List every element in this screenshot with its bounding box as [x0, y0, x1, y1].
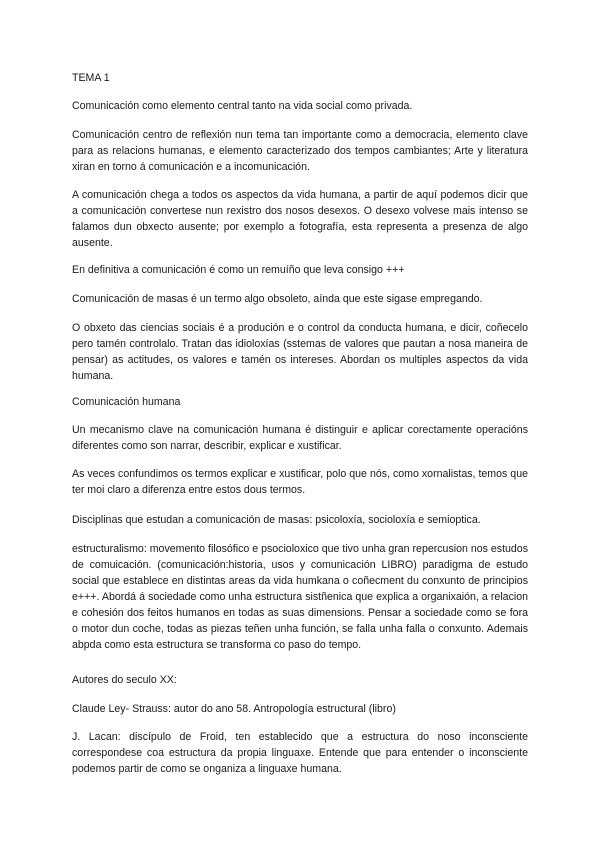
- paragraph-2: Comunicación centro de reflexión nun tema tan importante como a democracia, elemento clave para as relacions humanas, e elemento caracterizado dos tempos cambiantes; Arte y literatura xiran en torno á comunicación e a incomunicación.: [72, 129, 528, 173]
- paragraph-11: Claude Ley- Strauss: autor do ano 58. Antropología estructural (libro): [72, 703, 396, 715]
- paragraph-4: En definitiva a comunicación é como un remuíño que leva consigo +++: [72, 264, 405, 276]
- paragraph-5: Comunicación de masas é un termo algo obsoleto, aínda que este sigase empregando.: [72, 293, 483, 305]
- section-heading-comunicacion-humana: Comunicación humana: [72, 396, 181, 408]
- paragraph-3: A comunicación chega a todos os aspectos da vida humana, a partir de aquí podemos dicir que a comunicación convertese nun rexistro dos nosos desexos. O desexo volvese mais intenso se falamos dun obxecto ausente; por exemplo a fotografía, esta representa a presenza de algo ausente.: [72, 189, 528, 249]
- paragraph-7: Un mecanismo clave na comunicación humana é distinguir e aplicar corectamente operacións diferentes como son narrar, describir, explicar e xustificar.: [72, 424, 528, 452]
- paragraph-6: O obxeto das ciencias sociais é a produción e o control da conducta humana, e dicir, coñecelo pero tamén controlalo. Tratan das idioloxías (sstemas de valores que pautan a nosa maneira de pensar) as actitudes, os valores e tamén os intereses. Abordan os multiples aspectos da vida humana.: [72, 322, 528, 382]
- paragraph-10: estructuralismo: movemento filosófico e psocioloxico que tivo unha gran repercusion nos estudos de comuicación. (comunicación:historia, usos y comunicación LIBRO) paradigma de estudo social que establece en distintas areas da vida humkana o coñecment du conxunto de principios e+++. Abordá á sociedade como unha estructura sistñenica que explica a organixaión, a relacion e cohesión dos feitos humanos en todas as suas dimensions. Pensar a sociedade como se fora o motor dun coche, todas as piezas teñen unha función, se falla unha falla o conxunto. Ademais abpda como esta estructura se transforma co paso do tempo.: [72, 543, 528, 651]
- paragraph-1: Comunicación como elemento central tanto na vida social como privada.: [72, 100, 413, 112]
- paragraph-9: Disciplinas que estudan a comunicación de masas: psicoloxía, socioloxía e semioptica.: [72, 514, 481, 526]
- paragraph-12: J. Lacan: discípulo de Froid, ten establecido que a estructura do noso inconsciente correspondese coa estructura da propia linguaxe. Entende que para entender o inconsciente podemos partir de como se onganiza a linguaxe humana.: [72, 731, 528, 775]
- paragraph-8: As veces confundimos os termos explicar e xustificar, polo que nós, como xornalistas, temos que ter moi claro a diferenza entre estos dous termos.: [72, 468, 528, 496]
- document-title: TEMA 1: [72, 72, 110, 84]
- section-heading-autores: Autores do seculo XX:: [72, 674, 177, 686]
